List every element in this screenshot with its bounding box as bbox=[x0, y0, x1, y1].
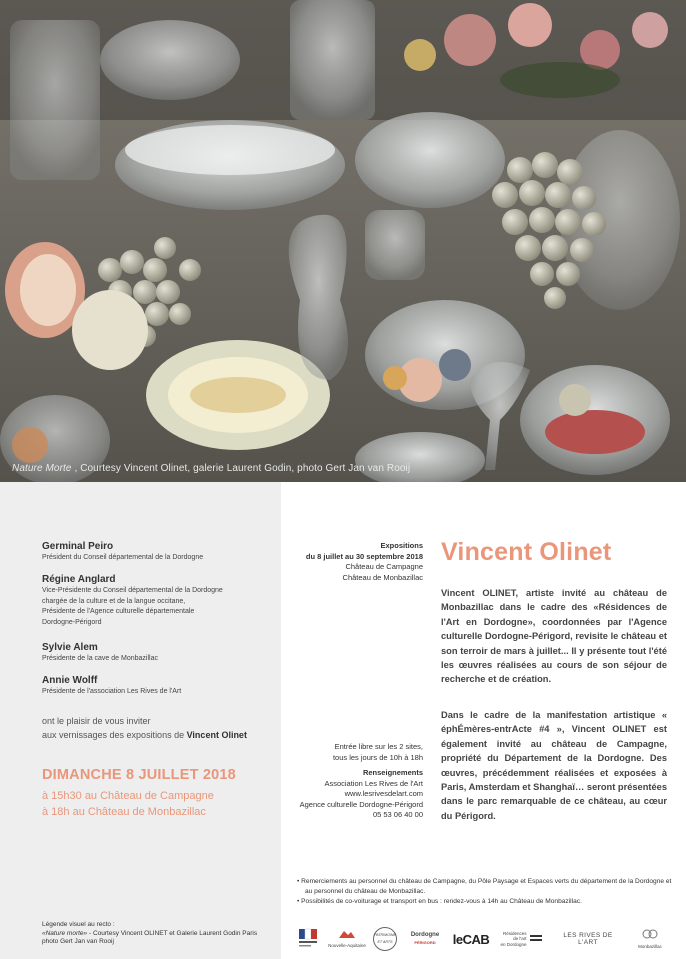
legend-credit: - Courtesy Vincent OLINET et Galerie Laurent Godin Paris bbox=[87, 929, 258, 937]
legend-title: Légende visuel au recto : bbox=[42, 921, 115, 928]
access-line: tous les jours de 10h à 18h bbox=[332, 752, 423, 762]
residences-label: Résidences bbox=[503, 930, 527, 936]
event-time-monbazillac: à 18h au Château de Monbazillac bbox=[42, 806, 206, 818]
residences-label: de l'art bbox=[513, 936, 527, 942]
legend-line bbox=[42, 930, 257, 939]
invitation-line: ont le plaisir de vous inviter bbox=[42, 716, 151, 726]
patrimoine-label: PATRIMOINE ET ARTS bbox=[373, 927, 397, 951]
dordogne-label: Dordogne bbox=[410, 932, 440, 938]
invitation-prefix: aux vernissages des expositions de bbox=[42, 730, 187, 740]
invitation-line bbox=[42, 728, 247, 742]
access-info bbox=[333, 742, 423, 763]
les-rives-de-l-art-logo: LES RIVES DE L'ART bbox=[563, 932, 613, 946]
thanks-item: • Remerciements au personnel du château de Campagne, du Pôle Paysage et Espaces verts du département de la Dordogne et au personnel du château de Monbazillac. bbox=[297, 878, 672, 895]
host-role: chargée de la culture et de la langue occitane, bbox=[42, 597, 186, 605]
renseignements-title: Renseignements bbox=[362, 768, 423, 777]
legend-photo-credit: photo Gert Jan van Rooij bbox=[42, 938, 114, 945]
host-name: Régine Anglard bbox=[42, 574, 116, 585]
nouvelle-aquitaine-label: Nouvelle-Aquitaine bbox=[328, 943, 366, 948]
expositions-info bbox=[306, 541, 423, 583]
monbazillac-icon bbox=[640, 928, 660, 940]
host-role: Présidente de l'Agence culturelle départementale bbox=[42, 608, 195, 615]
monbazillac-logo bbox=[626, 924, 674, 954]
monbazillac-label: Monbazillac bbox=[638, 944, 662, 949]
expositions-title: Expositions bbox=[380, 541, 423, 550]
host-role: Présidente de l'association Les Rives de l'Art bbox=[42, 688, 182, 695]
host-role: Vice-Présidente du Conseil départemental de la Dordogne bbox=[42, 587, 223, 594]
access-line: Entrée libre sur les 2 sites, bbox=[334, 742, 423, 751]
host-annie-wolff bbox=[42, 674, 181, 698]
residences-logo bbox=[494, 924, 548, 954]
patrimoine-logo bbox=[372, 924, 398, 954]
legend-work-title: «Nature morte» bbox=[42, 929, 88, 937]
republique-francaise-logo bbox=[296, 924, 320, 954]
partner-logos bbox=[296, 924, 678, 954]
thanks-notes bbox=[297, 877, 677, 907]
host-role: Dordogne-Périgord bbox=[42, 618, 102, 626]
expositions-place-campagne: Château de Campagne bbox=[345, 562, 423, 571]
host-name: Sylvie Alem bbox=[42, 642, 98, 653]
event-date: DIMANCHE 8 JUILLET 2018 bbox=[42, 767, 236, 783]
visual-legend bbox=[42, 921, 257, 947]
marianne-icon bbox=[298, 928, 318, 950]
host-role: Présidente de la cave de Monbazillac bbox=[42, 655, 158, 662]
host-name: Annie Wolff bbox=[42, 675, 98, 686]
lecab-logo: leCAB bbox=[452, 931, 490, 947]
caption-credit: , Courtesy Vincent Olinet, galerie Laurent Godin, photo Gert Jan van Rooij bbox=[71, 463, 411, 474]
renseignements-info bbox=[300, 768, 423, 821]
event-time-campagne: à 15h30 au Château de Campagne bbox=[42, 790, 214, 802]
expositions-dates: du 8 juillet au 30 septembre 2018 bbox=[305, 551, 423, 561]
residences-mark-icon bbox=[530, 934, 542, 944]
artist-description-residence: Vincent OLINET, artiste invité au château de Monbazillac dans le cadre des «Résidences de l'Art en Dordogne», coordonnées par l'Agence culturelle Dordogne-Périgord, revisite le château et son terroir de mars à juillet... Il y présente tout l'été les œuvres réalisées au cours de son séjour de recherche et de création. bbox=[441, 588, 667, 685]
dordogne-perigord-logo bbox=[404, 924, 446, 954]
renseignements-agency: Agence culturelle Dordogne-Périgord bbox=[299, 799, 423, 809]
caption-title: Nature Morte bbox=[12, 463, 72, 474]
photo-caption bbox=[12, 463, 410, 474]
transport-item: • Possibilités de co-voiturage et transport en bus : rendez-vous à 14h au Château de Monbazillac. bbox=[297, 898, 582, 905]
host-name: Germinal Peiro bbox=[42, 541, 114, 552]
artist-title: Vincent Olinet bbox=[441, 538, 612, 566]
renseignements-phone: 05 53 06 40 00 bbox=[372, 810, 423, 819]
artist-description-campagne: Dans le cadre de la manifestation artistique « éphÉmères-entrActe #4 », Vincent OLINET est également invité au château de Campagne, propriété du Département de la Dordogne. Des œuvres, précédemment réalisées et exposées à Paris, Amsterdam et Shanghaï… seront présentées dans le parc remarquable de ce château, au cœur du Périgord. bbox=[441, 710, 667, 821]
host-regine-anglard bbox=[42, 573, 223, 628]
perigord-label: PÉRIGORD bbox=[414, 940, 436, 945]
invitation-artist: Vincent Olinet bbox=[186, 730, 247, 740]
host-role: Président du Conseil départemental de la Dordogne bbox=[42, 554, 204, 561]
expositions-place-monbazillac: Château de Monbazillac bbox=[342, 572, 423, 582]
renseignements-website[interactable]: www.lesrivesdelart.com bbox=[344, 789, 423, 798]
residences-label: en Dordogne bbox=[500, 941, 527, 947]
renseignements-association: Association Les Rives de l'Art bbox=[324, 778, 423, 788]
host-sylvie-alem bbox=[42, 641, 158, 665]
region-icon bbox=[338, 929, 356, 939]
host-germinal-peiro bbox=[42, 540, 203, 564]
invitation-text bbox=[42, 714, 247, 742]
nouvelle-aquitaine-logo bbox=[326, 924, 368, 954]
